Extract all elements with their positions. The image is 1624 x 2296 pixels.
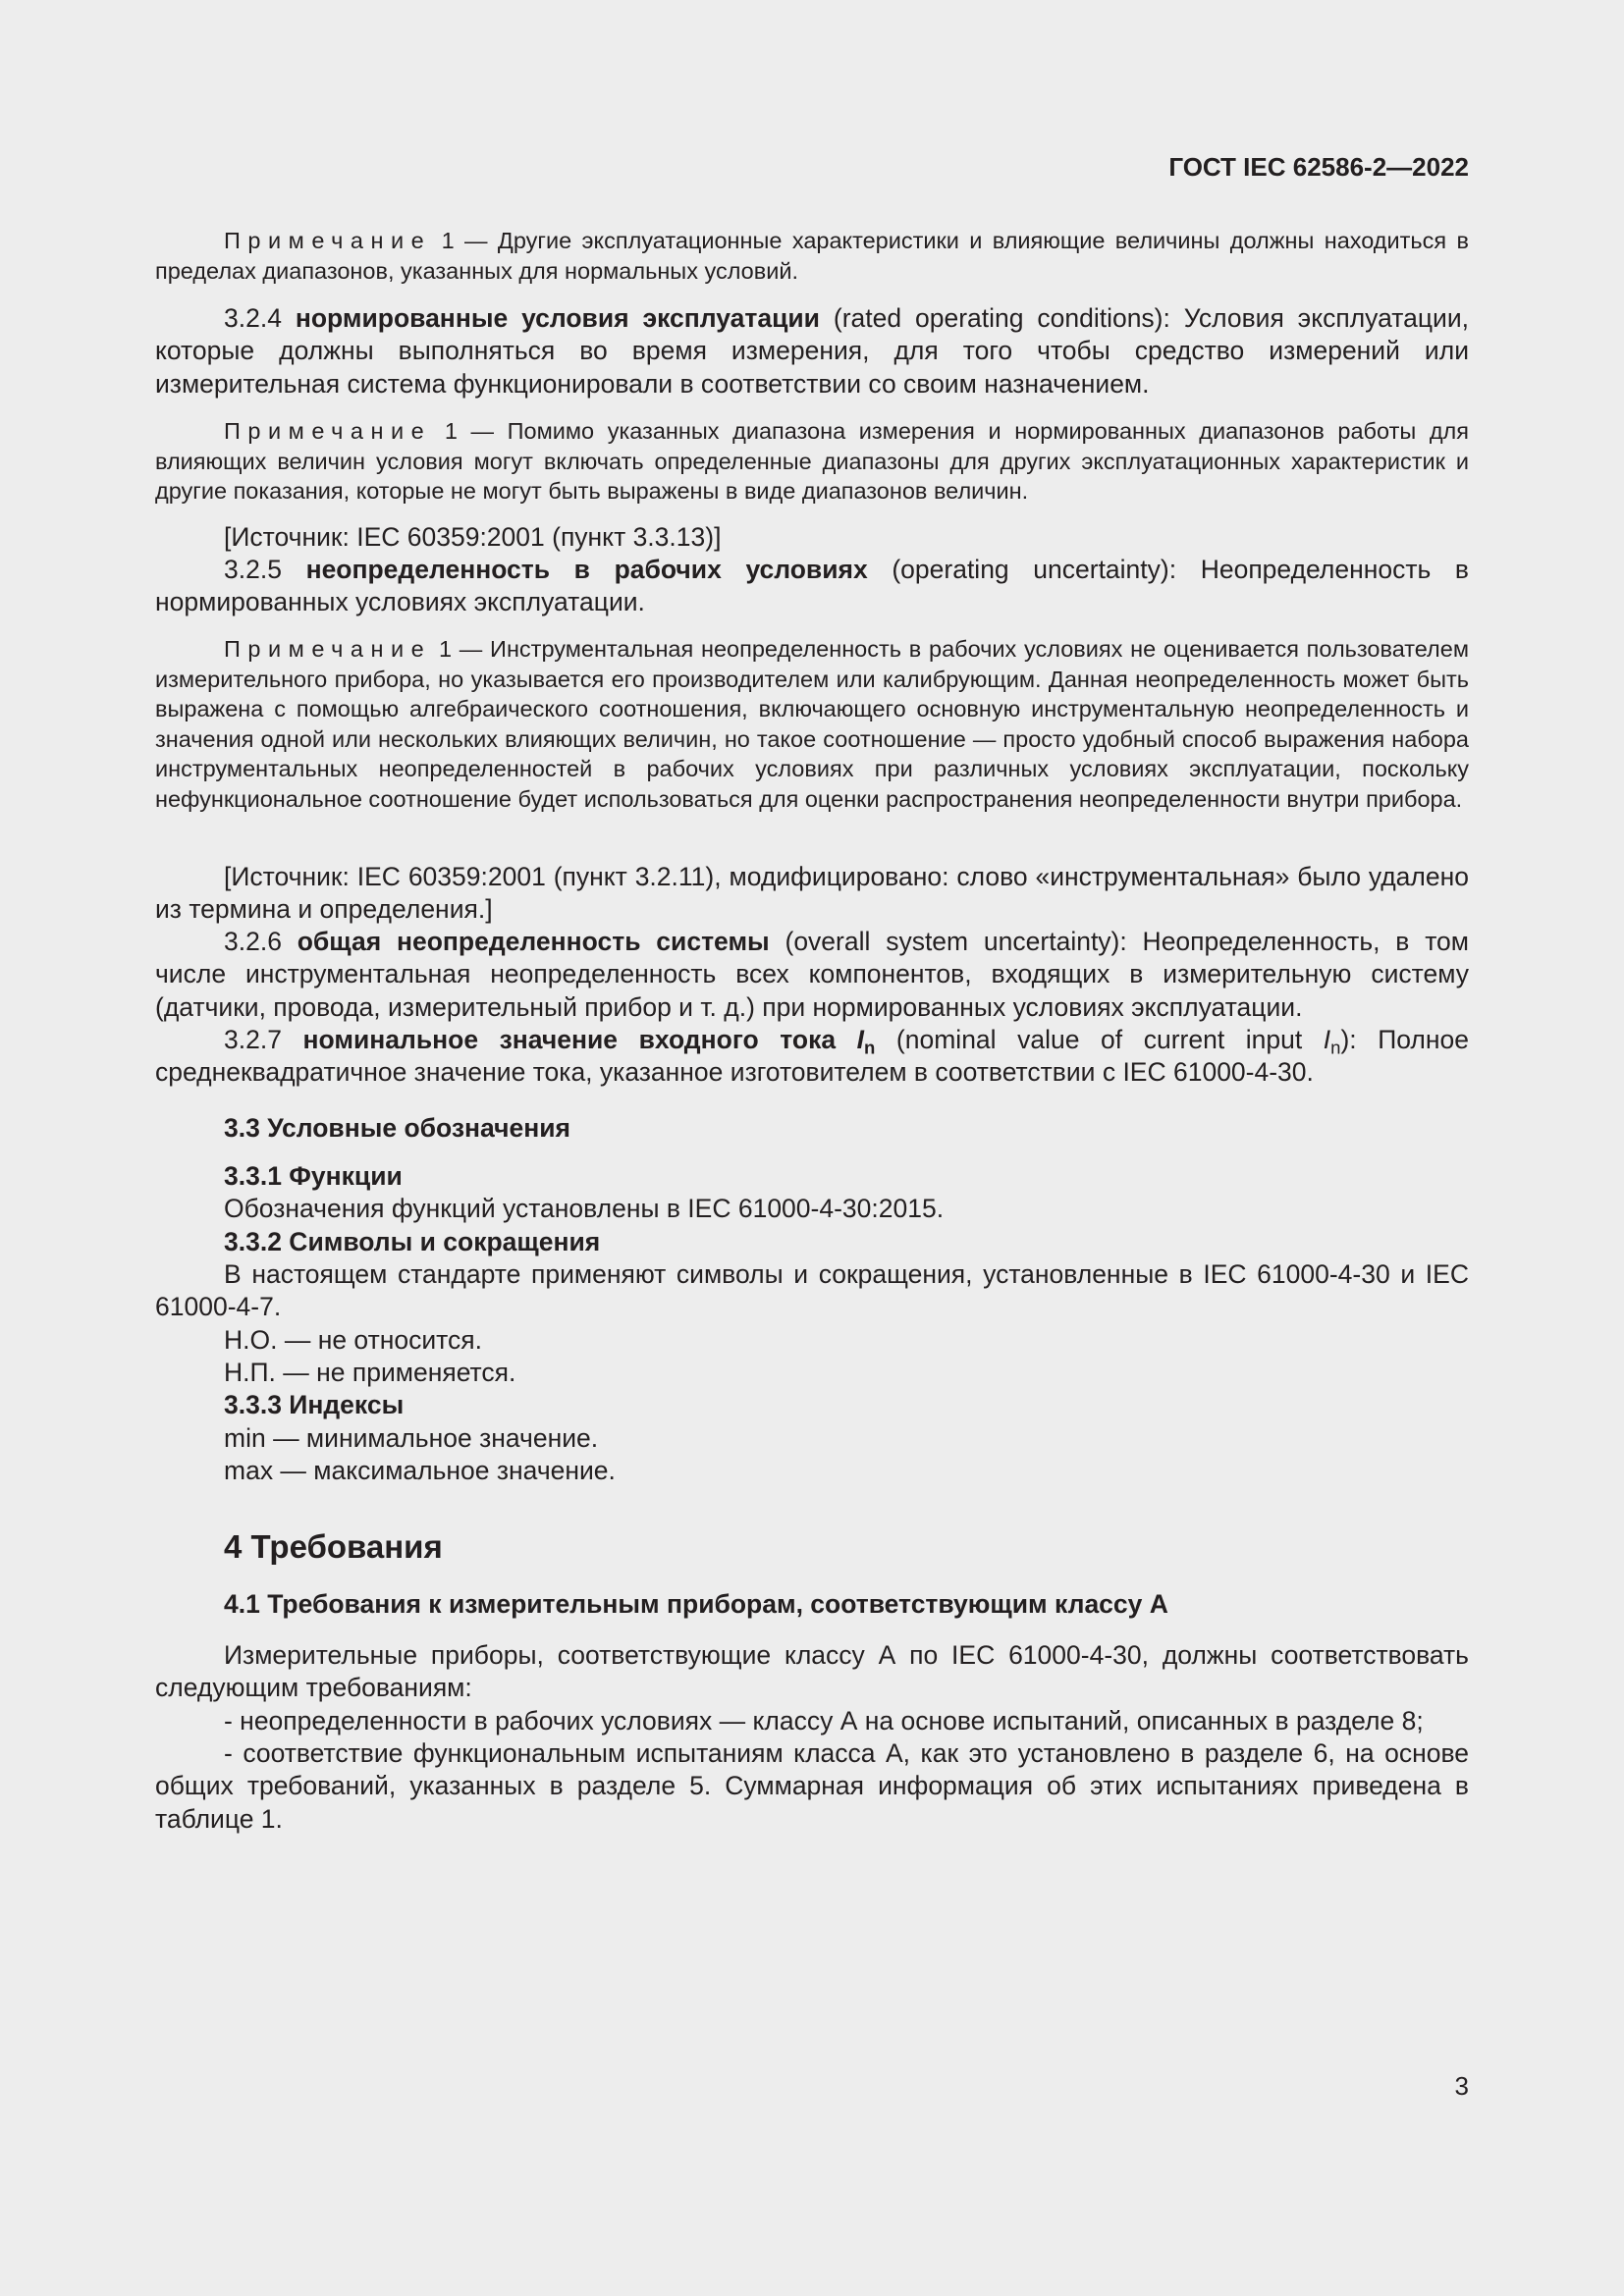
- clause-term: нормированные условия эксплуатации: [295, 303, 820, 333]
- note-3: [155, 634, 1469, 814]
- note-text: 1 — Другие эксплуатационные характеристики и влияющие величины должны находиться в пределах диапазонов, указанных для нормальных условий.: [155, 228, 1469, 284]
- symbol-subscript: n: [864, 1037, 876, 1058]
- page-number: 3: [1454, 2071, 1469, 2101]
- section-3-3-1-heading: 3.3.1 Функции: [224, 1161, 403, 1191]
- abbr-no: Н.О. — не относится.: [224, 1325, 482, 1355]
- clause-term: общая неопределенность системы: [297, 927, 770, 956]
- note-2: [155, 416, 1469, 507]
- clause-3-2-7: [155, 1024, 1469, 1090]
- document-header-id: ГОСТ IEC 62586-2—2022: [1168, 152, 1469, 182]
- source-1: [Источник: IEC 60359:2001 (пункт 3.3.13)]: [224, 522, 722, 552]
- clause-text: (overall system uncertainty): Неопределенность, в том числе инструментальная неопределенность всех компонентов, входящих в измерительную систему (датчики, провода, измерительный прибор и т. д.) при нормированных условиях эксплуатации.: [155, 927, 1469, 1022]
- clause-number: 3.2.6: [224, 927, 298, 956]
- section-3-3-1-text: Обозначения функций установлены в IEC 61000-4-30:2015.: [224, 1194, 945, 1223]
- clause-text-b: ): Полное среднеквадратичное значение тока, указанное изготовителем в соответствии с IEC 61000-4-30.: [155, 1025, 1469, 1088]
- note-1: [155, 226, 1469, 286]
- note-text: 1 — Помимо указанных диапазона измерения и нормированных диапазонов работы для влияющих величин условия могут включать определенные диапазоны для других эксплуатационных характеристик и другие показания, которые не могут быть выражены в виде диапазонов величин.: [155, 418, 1469, 504]
- index-min: min — минимальное значение.: [224, 1423, 599, 1453]
- clause-term: номинальное значение входного тока: [302, 1025, 857, 1054]
- index-max: max — максимальное значение.: [224, 1456, 616, 1485]
- clause-3-2-6: [155, 926, 1469, 1024]
- section-4-heading: 4 Требования: [224, 1528, 443, 1565]
- note-label: Примечание: [224, 418, 432, 444]
- source-2: [Источник: IEC 60359:2001 (пункт 3.2.11), модифицировано: слово «инструментальная» было удалено из термина и определения.]: [155, 862, 1469, 925]
- clause-text: (operating uncertainty): Неопределенность в нормированных условиях эксплуатации.: [155, 555, 1469, 617]
- symbol-subscript-inline: n: [1330, 1037, 1341, 1058]
- symbol-i-inline: I: [1323, 1025, 1331, 1054]
- symbol-i: I: [856, 1025, 865, 1054]
- abbr-np: Н.П. — не применяется.: [224, 1358, 516, 1387]
- section-3-3-3-heading: 3.3.3 Индексы: [224, 1390, 405, 1419]
- clause-3-2-5: [155, 554, 1469, 619]
- note-label: Примечание: [224, 228, 432, 253]
- note-label: Примечание: [224, 636, 432, 662]
- clause-3-2-4: [155, 302, 1469, 400]
- clause-text: (rated operating conditions): Условия эксплуатации, которые должны выполняться во время измерения, для того чтобы средство измерений или измерительная система функционировали в соответствии со своим назначением.: [155, 303, 1469, 399]
- clause-number: 3.2.4: [224, 303, 296, 333]
- section-3-3-2-heading: 3.3.2 Символы и сокращения: [224, 1227, 601, 1256]
- clause-number: 3.2.5: [224, 555, 306, 584]
- clause-number: 3.2.7: [224, 1025, 303, 1054]
- requirement-item-2: - соответствие функциональным испытаниям класса А, как это установлено в разделе 6, на основе общих требований, указанных в разделе 5. Суммарная информация об этих испытаниях приведена в таблице 1.: [155, 1738, 1469, 1834]
- section-3-3-2-text: В настоящем стандарте применяют символы и сокращения, установленные в IEC 61000-4-30 и IEC 61000-4-7.: [155, 1259, 1469, 1322]
- requirement-item-1: - неопределенности в рабочих условиях — классу А на основе испытаний, описанных в разделе 8;: [224, 1706, 1424, 1735]
- section-4-1-intro: Измерительные приборы, соответствующие классу А по IEC 61000-4-30, должны соответствовать следующим требованиям:: [155, 1640, 1469, 1703]
- section-4-1-heading: 4.1 Требования к измерительным приборам, соответствующим классу А: [224, 1589, 1168, 1619]
- section-3-3-heading: 3.3 Условные обозначения: [224, 1113, 570, 1143]
- clause-text-a: (nominal value of current input: [875, 1025, 1324, 1054]
- clause-term: неопределенность в рабочих условиях: [305, 555, 868, 584]
- note-text: 1 — Инструментальная неопределенность в рабочих условиях не оценивается пользователем измерительного прибора, но указывается его производителем или калибрующим. Данная неопределенность может быть выражена с помощью алгебраического соотношения, включающего основную инструментальную неопределенность и значения одной или нескольких влияющих величин, но такое соотношение — просто удобный способ выражения набора инструментальных неопределенностей в рабочих условиях при различных условиях эксплуатации, поскольку нефункциональное соотношение будет использоваться для оценки распространения неопределенности внутри прибора.: [155, 636, 1469, 812]
